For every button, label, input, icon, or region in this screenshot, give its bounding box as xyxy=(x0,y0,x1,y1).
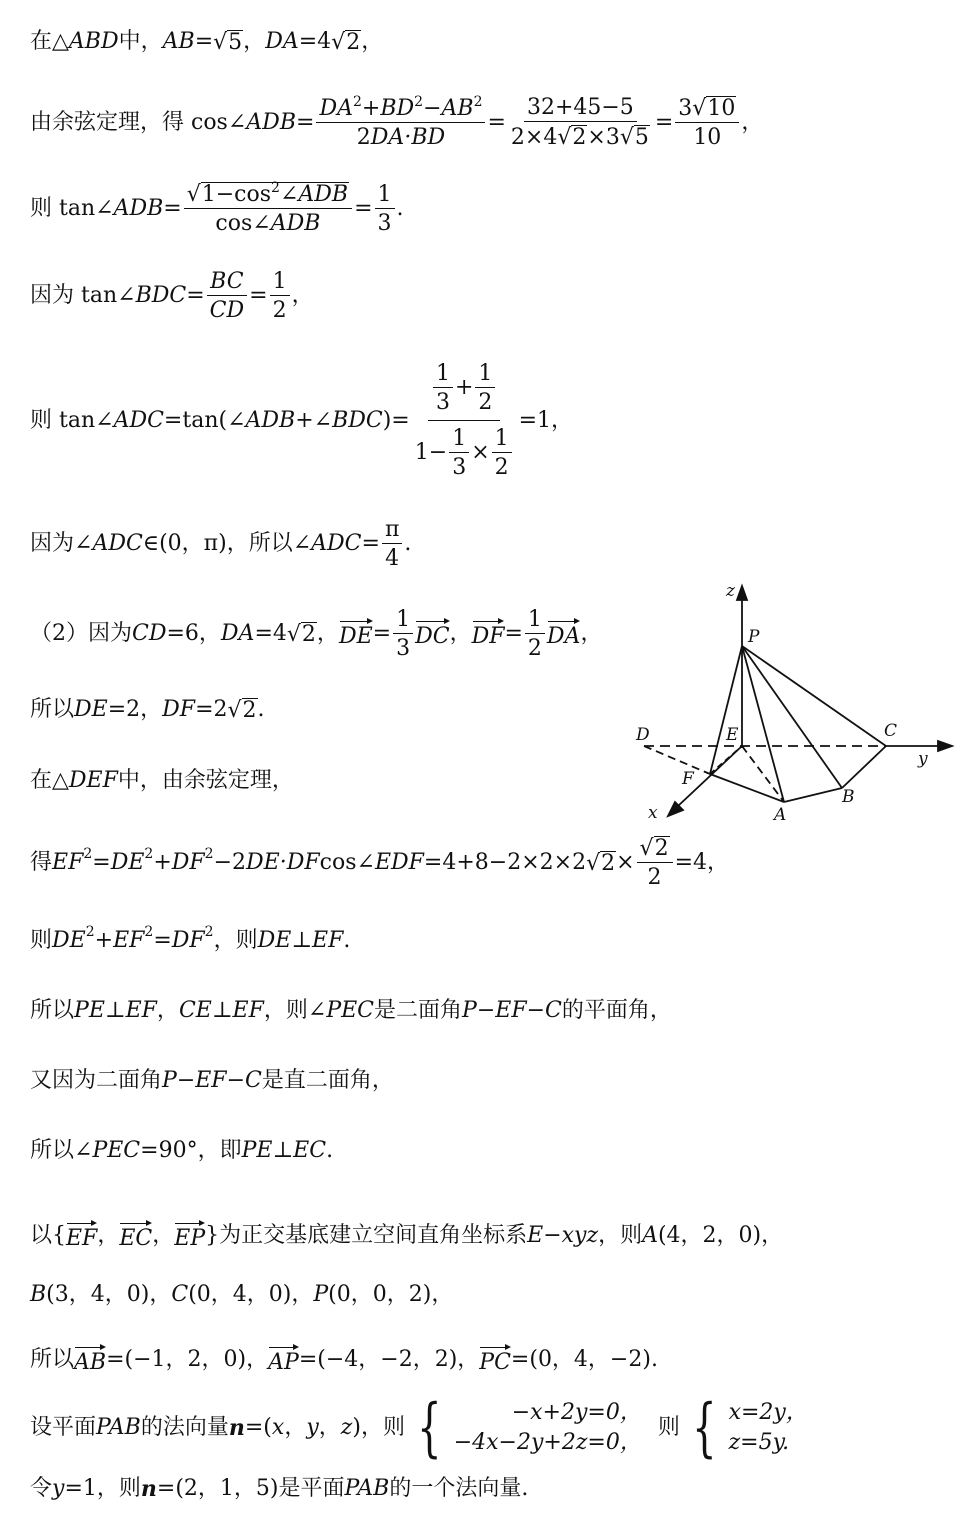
text: EC xyxy=(293,1138,327,1163)
superscript: 2 xyxy=(85,924,95,940)
text: ， xyxy=(156,998,179,1023)
text: DE xyxy=(52,928,86,953)
line-6 xyxy=(30,518,411,570)
text: = xyxy=(194,29,214,55)
text: 的平面角， xyxy=(561,998,672,1023)
line-3 xyxy=(30,182,404,235)
text: 在△ xyxy=(30,768,69,793)
line-14 xyxy=(30,1140,333,1162)
text: DEF xyxy=(68,768,118,793)
segment-PC xyxy=(742,646,886,746)
text: 在△ xyxy=(30,29,69,55)
text: . xyxy=(404,531,412,557)
text: =4 xyxy=(298,29,332,55)
text: P−EF−C xyxy=(162,1068,262,1093)
text: EF xyxy=(232,998,264,1023)
line-19 xyxy=(30,1478,528,1500)
text: . xyxy=(396,195,404,221)
text: y xyxy=(306,1415,319,1440)
fraction: $\frac{1}{2}$ xyxy=(525,608,545,660)
text: 由余弦定理，得 cos∠ xyxy=(30,109,247,135)
text: (0，0，2)， xyxy=(328,1282,454,1307)
text: 因为∠ xyxy=(30,531,93,557)
line-17 xyxy=(30,1346,658,1374)
text: PE xyxy=(74,998,105,1023)
vector: AP xyxy=(268,1346,299,1374)
text: 所以 xyxy=(30,998,75,1023)
text: =1，则 xyxy=(64,1476,141,1501)
line-18 xyxy=(30,1391,808,1465)
text: = xyxy=(296,109,315,135)
text: }为正交基底建立空间直角坐标系 xyxy=(205,1223,528,1248)
text: ，则 xyxy=(213,928,258,953)
fraction: $\frac{1}{3}$ xyxy=(393,608,413,660)
superscript: 2 xyxy=(144,845,154,862)
text: x xyxy=(271,1415,285,1440)
text: 又因为二面角 xyxy=(30,1068,163,1093)
text: 是二面角 xyxy=(374,998,463,1023)
text: =2 xyxy=(195,697,228,723)
text: DF xyxy=(171,928,205,953)
segment-DF xyxy=(644,746,710,774)
text: 因为 tan∠ xyxy=(30,283,136,309)
text: ， xyxy=(97,1223,120,1248)
superscript: 2 xyxy=(144,924,154,940)
text: =90°，即 xyxy=(140,1138,242,1163)
text: DA xyxy=(265,29,299,55)
text: 的一个法向量. xyxy=(389,1476,529,1501)
text: = xyxy=(361,531,380,557)
text: =4+8−2×2×2 xyxy=(423,849,587,875)
text: ，则 xyxy=(598,1223,643,1248)
text: PE xyxy=(241,1138,273,1163)
label-B: B xyxy=(842,787,855,807)
line-11 xyxy=(30,924,351,953)
segment-PF xyxy=(710,646,742,774)
text: EDF xyxy=(374,849,424,875)
sqrt: √ 2 xyxy=(586,850,616,876)
text: ⊥ xyxy=(291,928,313,953)
text: C xyxy=(171,1282,189,1307)
label-A: A xyxy=(774,805,787,825)
text: DE·DF xyxy=(246,849,320,875)
line-8 xyxy=(30,698,265,722)
text: 则 xyxy=(30,928,53,953)
text: ABD xyxy=(68,29,119,55)
vector: AB xyxy=(74,1346,106,1374)
text: n xyxy=(140,1476,157,1502)
text: CD xyxy=(132,621,167,647)
text: ， xyxy=(291,283,314,309)
text: =(0，4，−2). xyxy=(510,1347,658,1372)
text: = xyxy=(372,621,392,647)
text: ⊥ xyxy=(104,998,126,1023)
text: ， xyxy=(741,109,764,135)
vector: DE xyxy=(339,620,373,648)
label-D: D xyxy=(636,725,650,745)
text: ∈(0，π)，所以∠ xyxy=(142,531,312,557)
text: P xyxy=(313,1282,329,1307)
vector: DC xyxy=(415,620,449,648)
text: =(−4，−2，2)， xyxy=(298,1347,480,1372)
text: = xyxy=(163,195,182,221)
text: ， xyxy=(152,1223,175,1248)
line-16 xyxy=(30,1284,453,1306)
line-10 xyxy=(30,836,729,889)
text: ADC xyxy=(113,407,164,433)
text: ADB xyxy=(246,109,296,135)
text: y xyxy=(52,1476,65,1501)
sqrt: √ 5 xyxy=(213,30,243,56)
text: ， xyxy=(318,1415,341,1440)
text: CE xyxy=(178,998,212,1023)
text: (3，4，0)， xyxy=(46,1282,172,1307)
text: ADB xyxy=(245,407,296,433)
superscript: 2 xyxy=(83,845,93,862)
text: =1， xyxy=(518,407,574,433)
line-9 xyxy=(30,770,294,792)
label-y: y xyxy=(918,749,928,769)
line-15 xyxy=(30,1222,783,1250)
vector: EF xyxy=(66,1222,97,1250)
text: 则 tan∠ xyxy=(30,195,114,221)
text: EF xyxy=(52,849,84,875)
text: DF xyxy=(162,697,196,723)
pyramid-diagram xyxy=(626,578,962,828)
text: ， xyxy=(580,621,603,647)
text: ， xyxy=(284,1415,307,1440)
line-2 xyxy=(30,93,764,151)
text: = xyxy=(654,109,674,135)
sqrt: √ 2 xyxy=(286,622,316,648)
text: . xyxy=(343,928,351,953)
sqrt: √ 2 xyxy=(227,698,257,724)
text: ， xyxy=(243,29,266,55)
text: PAB xyxy=(344,1476,390,1501)
text: z xyxy=(340,1415,353,1440)
text: ， xyxy=(449,621,472,647)
text: = xyxy=(504,621,523,647)
text: = xyxy=(249,283,268,309)
text: + xyxy=(153,849,172,875)
text: PAB xyxy=(96,1415,141,1440)
text: ， xyxy=(316,621,339,647)
text: DE xyxy=(110,849,145,875)
superscript: 2 xyxy=(204,924,214,940)
text: BDC xyxy=(135,283,187,309)
label-C: C xyxy=(884,721,898,741)
text: =tan(∠ xyxy=(163,407,246,433)
text: 所以 xyxy=(30,697,75,723)
text: DE xyxy=(74,697,108,723)
label-x: x xyxy=(648,803,658,823)
text: ， xyxy=(361,29,384,55)
text: 得 xyxy=(30,849,53,875)
text: 中，由余弦定理， xyxy=(117,768,294,793)
segment-AB xyxy=(784,788,842,802)
line-1 xyxy=(30,30,383,54)
left-brace: { xyxy=(417,1391,442,1465)
text: ADC xyxy=(92,531,143,557)
text: =2， xyxy=(107,697,163,723)
text: BDC xyxy=(332,407,383,433)
text: P−EF−C xyxy=(462,998,562,1023)
label-z: z xyxy=(726,581,735,601)
segment-PA xyxy=(742,646,784,802)
line-5 xyxy=(30,362,573,479)
fraction: $\frac{DA^2+BD^2-AB^2}{2DA\cdot BD}$ xyxy=(316,97,485,149)
text: ⊥ xyxy=(272,1138,294,1163)
text: +∠ xyxy=(295,407,333,433)
vector: PC xyxy=(479,1346,511,1374)
text: E−xyz xyxy=(527,1223,599,1248)
vector: DF xyxy=(472,620,505,648)
text: B xyxy=(30,1282,47,1307)
text: DF xyxy=(171,849,205,875)
text: cos∠ xyxy=(319,849,375,875)
label-F: F xyxy=(682,769,694,789)
text: A xyxy=(642,1223,658,1248)
fraction: $\frac{BC}{CD}$ xyxy=(207,270,247,322)
text: EF xyxy=(125,998,157,1023)
line-12 xyxy=(30,1000,672,1022)
text: )= xyxy=(382,407,410,433)
text: = xyxy=(354,195,373,221)
text: =(2，1，5)是平面 xyxy=(156,1476,345,1501)
vector: EC xyxy=(119,1222,152,1250)
text: 以{ xyxy=(30,1223,66,1248)
vector: EP xyxy=(174,1222,205,1250)
text: 是直二面角， xyxy=(261,1068,394,1093)
fraction: $\frac{\pi}{4}$ xyxy=(382,518,402,570)
text: AB xyxy=(162,29,195,55)
text: = xyxy=(92,849,111,875)
fraction: √ $1-\cos^2\angle ADB$ cos∠ADB xyxy=(184,182,352,235)
line-4 xyxy=(30,270,314,322)
text: =6， xyxy=(166,621,221,647)
sqrt: √ 2 xyxy=(331,30,361,56)
text: )，则 xyxy=(352,1415,405,1440)
vector: DA xyxy=(547,620,581,648)
fraction: √ 2 2 xyxy=(637,836,673,889)
text: 所以∠ xyxy=(30,1138,93,1163)
label-P: P xyxy=(748,627,760,647)
text: 令 xyxy=(30,1476,53,1501)
text: =4 xyxy=(254,621,287,647)
y-axis-arrow xyxy=(938,741,952,751)
text: = xyxy=(153,928,172,953)
text: 中， xyxy=(118,29,163,55)
text: PEC xyxy=(92,1138,141,1163)
text: ⊥ xyxy=(211,998,233,1023)
text: EF xyxy=(113,928,145,953)
text: (0，4，0)， xyxy=(188,1282,314,1307)
label-E: E xyxy=(726,725,739,745)
text: + xyxy=(94,928,114,953)
equation-system: x=2y， z=5y. xyxy=(728,1400,808,1455)
z-axis-arrow xyxy=(737,586,747,600)
text: PEC xyxy=(326,998,375,1023)
text: DA xyxy=(220,621,255,647)
text: 则 xyxy=(657,1415,680,1440)
text: −2 xyxy=(213,849,247,875)
fraction: $\frac{1}{2}$ xyxy=(270,270,290,322)
text: ADC xyxy=(311,531,362,557)
superscript: 2 xyxy=(204,845,214,862)
text: 所以 xyxy=(30,1347,75,1372)
text: =4， xyxy=(674,849,729,875)
text: ADB xyxy=(113,195,164,221)
text: . xyxy=(257,697,265,723)
fraction: 32+45−5 2×4 √ 2 ×3 √ 5 xyxy=(510,95,649,151)
text: . xyxy=(326,1138,334,1163)
text: (4，2，0)， xyxy=(657,1223,784,1248)
fraction: 3 √ 10 10 xyxy=(675,96,739,149)
text: 设平面 xyxy=(30,1415,97,1440)
line-13 xyxy=(30,1070,394,1092)
line-7 xyxy=(30,608,602,660)
segment-BC xyxy=(842,746,886,788)
left-brace: { xyxy=(692,1391,717,1465)
text: n xyxy=(228,1415,245,1441)
text: 的法向量 xyxy=(140,1415,229,1440)
text: 则 tan∠ xyxy=(30,407,114,433)
segment-PB xyxy=(742,646,842,788)
text: EF xyxy=(312,928,344,953)
text: DE xyxy=(257,928,292,953)
text: = xyxy=(186,283,205,309)
text: ，则∠ xyxy=(263,998,327,1023)
text: × xyxy=(616,849,635,875)
text: =( xyxy=(244,1415,272,1440)
text: （2）因为 xyxy=(30,621,132,647)
equation-system: −x+2y=0， −4x−2y+2z=0， xyxy=(453,1400,642,1455)
fraction: $\frac{1}{3}$ xyxy=(375,183,395,235)
text: =(−1，2，0)， xyxy=(106,1347,269,1372)
fraction: $\frac{1}{3}$ + $\frac{1}{2}$ 1− $\frac{1}{3}$ × $\frac{1}{2}$ xyxy=(412,362,517,479)
text: = xyxy=(487,109,506,135)
